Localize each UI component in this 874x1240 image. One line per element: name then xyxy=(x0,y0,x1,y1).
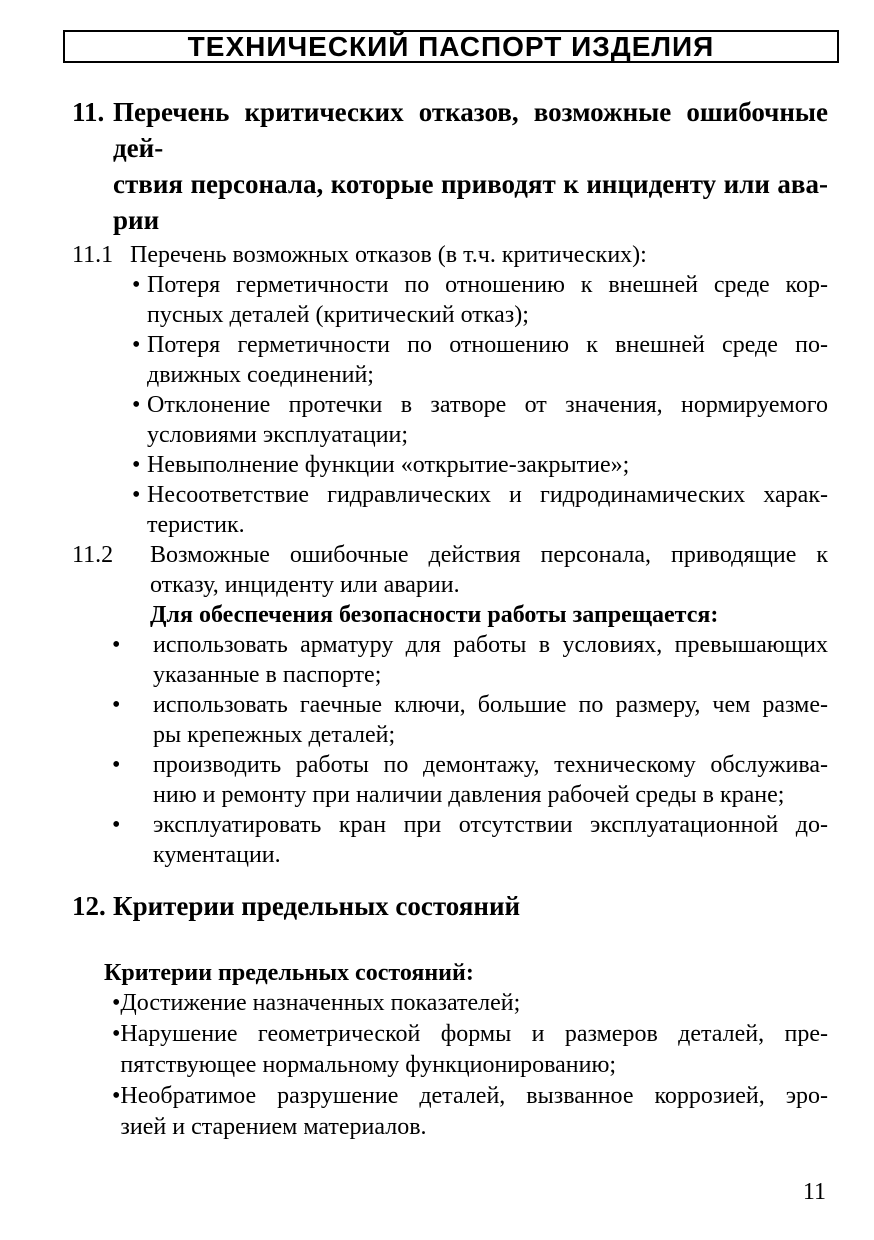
list-item xyxy=(132,330,828,390)
section-11-heading-text xyxy=(113,94,828,238)
bullet-icon: • xyxy=(132,272,141,298)
prohibited-actions-list xyxy=(112,630,828,870)
safety-warning-line: Для обеспечения безопасности работы запрещается: xyxy=(150,602,719,628)
clause-line: Возможные ошибочные действия персонала, приводящие к xyxy=(150,542,828,568)
list-item xyxy=(132,390,828,450)
list-item-text xyxy=(153,630,828,690)
item-line: Потеря герметичности по отношению к внешней среде кор- xyxy=(147,272,828,298)
list-item-text xyxy=(120,1019,828,1081)
item-line: пятствующее нормальному функционированию; xyxy=(120,1052,617,1078)
item-line: кументации. xyxy=(153,842,281,868)
item-line: эксплуатировать кран при отсутствии эксплуатационной до- xyxy=(153,812,828,838)
item-line: производить работы по демонтажу, техническому обслужива- xyxy=(153,752,828,778)
item-line: Потеря герметичности по отношению к внешней среде по- xyxy=(147,332,828,358)
section-12-heading-text xyxy=(113,888,828,924)
clause-11-2-text xyxy=(150,540,828,630)
list-item xyxy=(132,480,828,540)
list-item xyxy=(132,270,828,330)
bullet-icon: • xyxy=(112,1021,121,1047)
clause-11-2-number: 11.2 xyxy=(72,542,114,568)
item-line: Отклонение протечки в затворе от значения, нормируемого xyxy=(147,392,828,418)
heading-line: ствия персонала, которые приводят к инциденту или ава- xyxy=(113,169,828,199)
clause-11-1 xyxy=(72,240,828,270)
item-line: условиями эксплуатации; xyxy=(147,422,409,448)
list-item-text xyxy=(147,480,828,540)
clause-11-1-number: 11.1 xyxy=(72,242,114,268)
heading-line: рии xyxy=(113,205,160,235)
item-line: использовать гаечные ключи, большие по размеру, чем разме- xyxy=(153,692,828,718)
section-11-number: 11. xyxy=(72,97,105,127)
list-item-text xyxy=(147,330,828,390)
clause-11-1-intro: Перечень возможных отказов (в т.ч. критических): xyxy=(130,242,647,268)
list-item xyxy=(132,450,828,480)
list-item-text xyxy=(147,390,828,450)
item-line: теристик. xyxy=(147,512,245,538)
heading-line: Перечень критических отказов, возможные ошибочные дей- xyxy=(113,97,828,163)
list-item xyxy=(112,750,828,810)
list-item-text xyxy=(153,810,828,870)
item-line: нию и ремонту при наличии давления рабочей среды в кране; xyxy=(153,782,785,808)
list-item xyxy=(112,810,828,870)
bullet-icon: • xyxy=(112,632,121,658)
list-item-text xyxy=(153,690,828,750)
list-item-text xyxy=(147,270,828,330)
list-item xyxy=(112,690,828,750)
clause-line: отказу, инциденту или аварии. xyxy=(150,572,460,598)
item-line: Необратимое разрушение деталей, вызванное коррозией, эро- xyxy=(120,1083,828,1109)
limit-states-list xyxy=(112,988,828,1143)
list-item xyxy=(112,1081,828,1143)
list-item-text xyxy=(120,1081,828,1143)
failures-bullet-list xyxy=(132,270,828,540)
bullet-icon: • xyxy=(112,692,121,718)
section-12-heading xyxy=(72,888,828,924)
item-line: указанные в паспорте; xyxy=(153,662,382,688)
list-item-text xyxy=(147,450,828,480)
document-title: ТЕХНИЧЕСКИЙ ПАСПОРТ ИЗДЕЛИЯ xyxy=(187,30,715,62)
heading-line: Критерии предельных состояний xyxy=(113,891,521,921)
item-line: движных соединений; xyxy=(147,362,374,388)
list-item-text xyxy=(153,750,828,810)
item-line: ры крепежных деталей; xyxy=(153,722,396,748)
bullet-icon: • xyxy=(112,1083,121,1109)
list-item-text xyxy=(120,988,828,1019)
bullet-icon: • xyxy=(112,752,121,778)
bullet-icon: • xyxy=(132,332,141,358)
item-line: Несоответствие гидравлических и гидродинамических харак- xyxy=(147,482,828,508)
bullet-icon: • xyxy=(112,990,121,1016)
page-number: 11 xyxy=(802,1179,826,1205)
limit-states-subhead: Критерии предельных состояний: xyxy=(104,960,474,986)
bullet-icon: • xyxy=(132,392,141,418)
item-line: Невыполнение функции «открытие-закрытие»; xyxy=(147,452,630,478)
section-11-body xyxy=(72,240,828,870)
section-11-heading xyxy=(72,94,828,238)
clause-11-2 xyxy=(72,540,828,630)
item-line: пусных деталей (критический отказ); xyxy=(147,302,529,328)
section-12-number: 12. xyxy=(72,891,106,921)
item-line: Достижение назначенных показателей; xyxy=(120,990,521,1016)
document-title-box xyxy=(63,30,839,63)
item-line: использовать арматуру для работы в условиях, превышающих xyxy=(153,632,828,658)
list-item xyxy=(112,988,828,1019)
item-line: Нарушение геометрической формы и размеров деталей, пре- xyxy=(120,1021,828,1047)
bullet-icon: • xyxy=(112,812,121,838)
bullet-icon: • xyxy=(132,452,141,478)
item-line: зией и старением материалов. xyxy=(120,1114,427,1140)
bullet-icon: • xyxy=(132,482,141,508)
list-item xyxy=(112,630,828,690)
list-item xyxy=(112,1019,828,1081)
